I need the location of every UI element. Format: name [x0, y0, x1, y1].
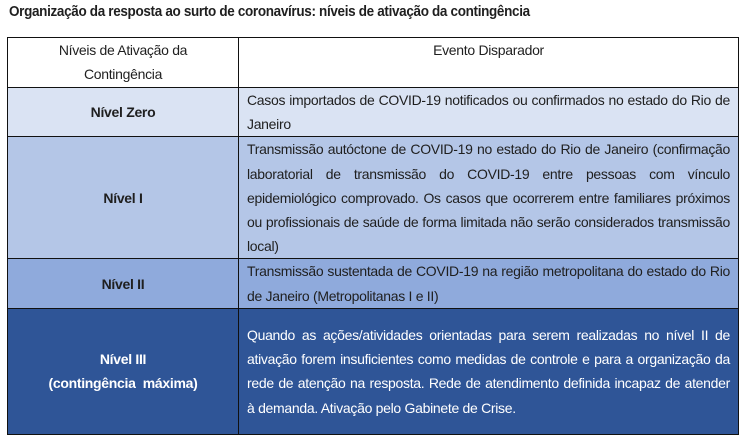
level-sublabel: (contingência máxima): [48, 375, 198, 392]
level-label: Nível II: [101, 275, 145, 292]
event-text: Quando as ações/atividades orientadas para serem realizadas no nível II de ativação forem insuficientes como medidas de controle e para a organização da rede de atenção na resposta. Rede de atendimento definida incapaz de atender à demanda. Ativação pelo Gabinete de Crise.: [247, 326, 730, 416]
contingency-levels-table: [7, 37, 739, 435]
header-event: [239, 38, 739, 88]
table-row-level-1: [8, 137, 739, 259]
level-cell: [8, 259, 239, 308]
event-text: Casos importados de COVID-19 notificados ou confirmados no estado do Rio de Janeiro: [247, 92, 730, 133]
event-text: Transmissão sustentada de COVID-19 na região metropolitana do estado do Rio de Janeiro (Metropolitanas I e II): [247, 263, 730, 304]
header-levels-line1: Níveis de Ativação da: [58, 42, 188, 58]
table-header-row: [8, 38, 739, 88]
table-row-level-2: [8, 259, 739, 308]
event-cell: [239, 137, 739, 259]
header-levels-line2: Contingência: [83, 66, 163, 83]
table-row-level-3: [8, 308, 739, 434]
event-cell: [239, 308, 739, 434]
document-title: Organização da resposta ao surto de coronavírus: níveis de ativação da contingência: [9, 4, 530, 20]
level-label: Nível I: [103, 189, 143, 206]
table-row-level-zero: [8, 88, 739, 137]
level-cell: [8, 308, 239, 434]
header-event-label: Evento Disparador: [433, 42, 544, 58]
level-label: Nível III: [99, 351, 147, 368]
level-cell: [8, 137, 239, 259]
level-label: Nível Zero: [90, 104, 156, 121]
event-cell: [239, 88, 739, 137]
event-text: Transmissão autóctone de COVID-19 no estado do Rio de Janeiro (confirmação laboratorial de transmissão do COVID-19 entre pessoas com vínculo epidemiológico comprovado. Os casos que ocorrerem entre familiares próximos ou profissionais de saúde de forma limitada não serão considerados transmissão local): [247, 141, 730, 255]
header-levels: [8, 38, 239, 88]
level-cell: [8, 88, 239, 137]
event-cell: [239, 259, 739, 308]
